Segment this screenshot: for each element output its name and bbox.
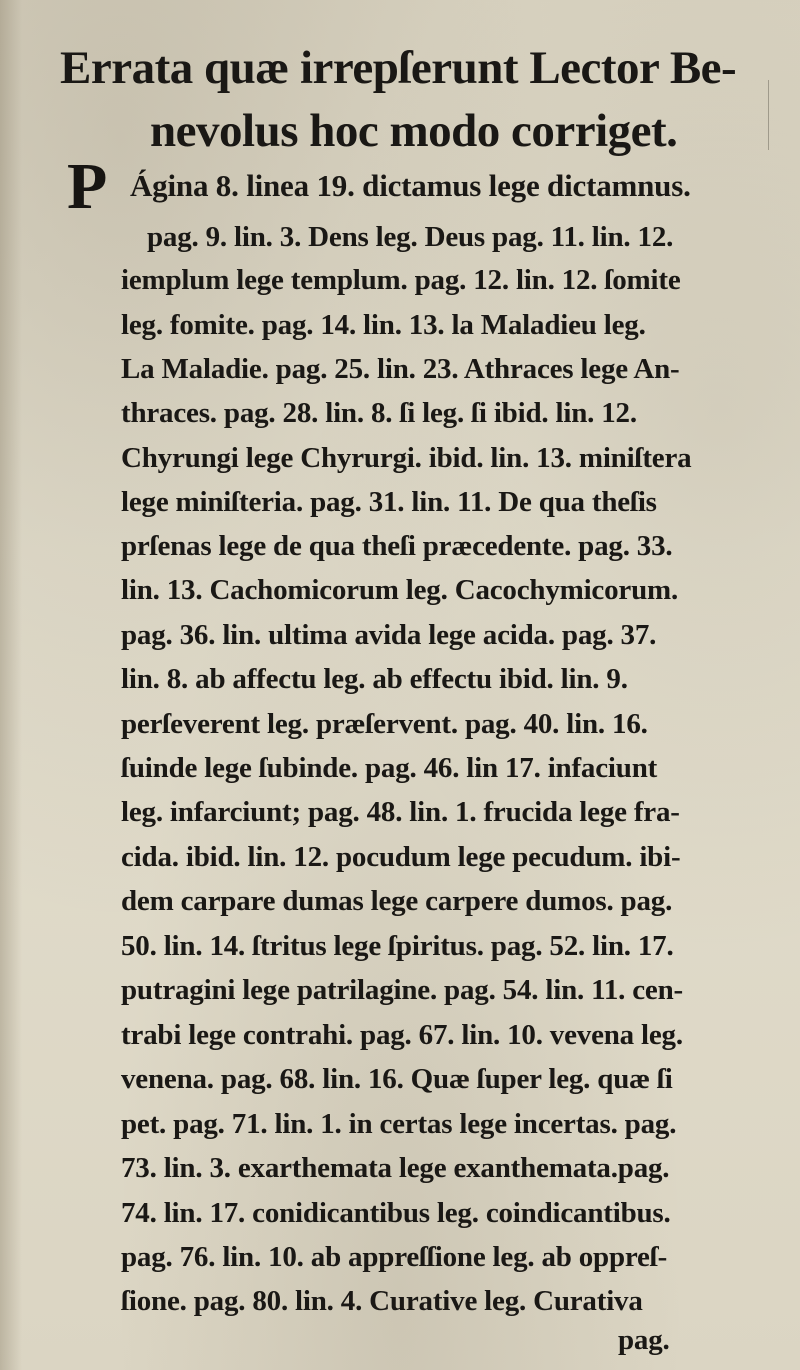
errata-line: lin. 13. Cachomicorum leg. Cacochymicorum. — [121, 574, 679, 606]
errata-line: pag. 36. lin. ultima avida lege acida. pag. 37. — [121, 619, 657, 651]
errata-line: lin. 8. ab affectu leg. ab effectu ibid. lin. 9. — [121, 663, 628, 695]
errata-line: Ágina 8. linea 19. dictamus lege dictamnus. — [130, 168, 691, 203]
errata-line: thraces. pag. 28. lin. 8. ſi leg. ſi ibid. lin. 12. — [121, 397, 637, 429]
errata-line: leg. fomite. pag. 14. lin. 13. la Maladieu leg. — [121, 309, 646, 341]
errata-line: cida. ibid. lin. 12. pocudum lege pecudum. ibi- — [121, 841, 681, 873]
errata-line: 74. lin. 17. conidicantibus leg. coindicantibus. — [121, 1197, 671, 1229]
errata-line: La Maladie. pag. 25. lin. 23. Athraces lege An- — [121, 353, 680, 385]
errata-line: pet. pag. 71. lin. 1. in certas lege incertas. pag. — [121, 1108, 677, 1140]
heading-line-1: Errata quæ irrepſerunt Lector Be- — [60, 42, 737, 94]
errata-line: ſuinde lege ſubinde. pag. 46. lin 17. infaciunt — [121, 752, 658, 784]
heading-line-2: nevolus hoc modo corriget. — [150, 105, 678, 157]
errata-line: pag. 9. lin. 3. Dens leg. Deus pag. 11. lin. 12. — [147, 221, 674, 253]
errata-line: leg. infarciunt; pag. 48. lin. 1. frucida lege fra- — [121, 796, 680, 828]
errata-line: venena. pag. 68. lin. 16. Quæ ſuper leg. quæ ſi — [121, 1063, 673, 1095]
catchword: pag. — [618, 1324, 670, 1356]
errata-line: dem carpare dumas lege carpere dumos. pag. — [121, 885, 673, 917]
margin-mark — [768, 80, 769, 150]
page-edge-shadow — [0, 0, 22, 1370]
errata-line: Chyrungi lege Chyrurgi. ibid. lin. 13. miniſtera — [121, 442, 692, 474]
errata-line: ſione. pag. 80. lin. 4. Curative leg. Curativa — [121, 1285, 643, 1317]
errata-line: 73. lin. 3. exarthemata lege exanthemata.pag. — [121, 1152, 670, 1184]
errata-line: iemplum lege templum. pag. 12. lin. 12. ſomite — [121, 264, 681, 296]
errata-line: perſeverent leg. præſervent. pag. 40. lin. 16. — [121, 708, 648, 740]
errata-line: prſenas lege de qua theſi præcedente. pag. 33. — [121, 530, 673, 562]
errata-line: pag. 76. lin. 10. ab appreſſione leg. ab oppreſ- — [121, 1241, 668, 1273]
errata-line: trabi lege contrahi. pag. 67. lin. 10. vevena leg. — [121, 1019, 683, 1051]
drop-cap-letter: P — [67, 150, 108, 223]
errata-line: putragini lege patrilagine. pag. 54. lin. 11. cen- — [121, 974, 683, 1006]
errata-line: 50. lin. 14. ſtritus lege ſpiritus. pag. 52. lin. 17. — [121, 930, 674, 962]
errata-line: lege miniſteria. pag. 31. lin. 11. De qua theſis — [121, 486, 657, 518]
